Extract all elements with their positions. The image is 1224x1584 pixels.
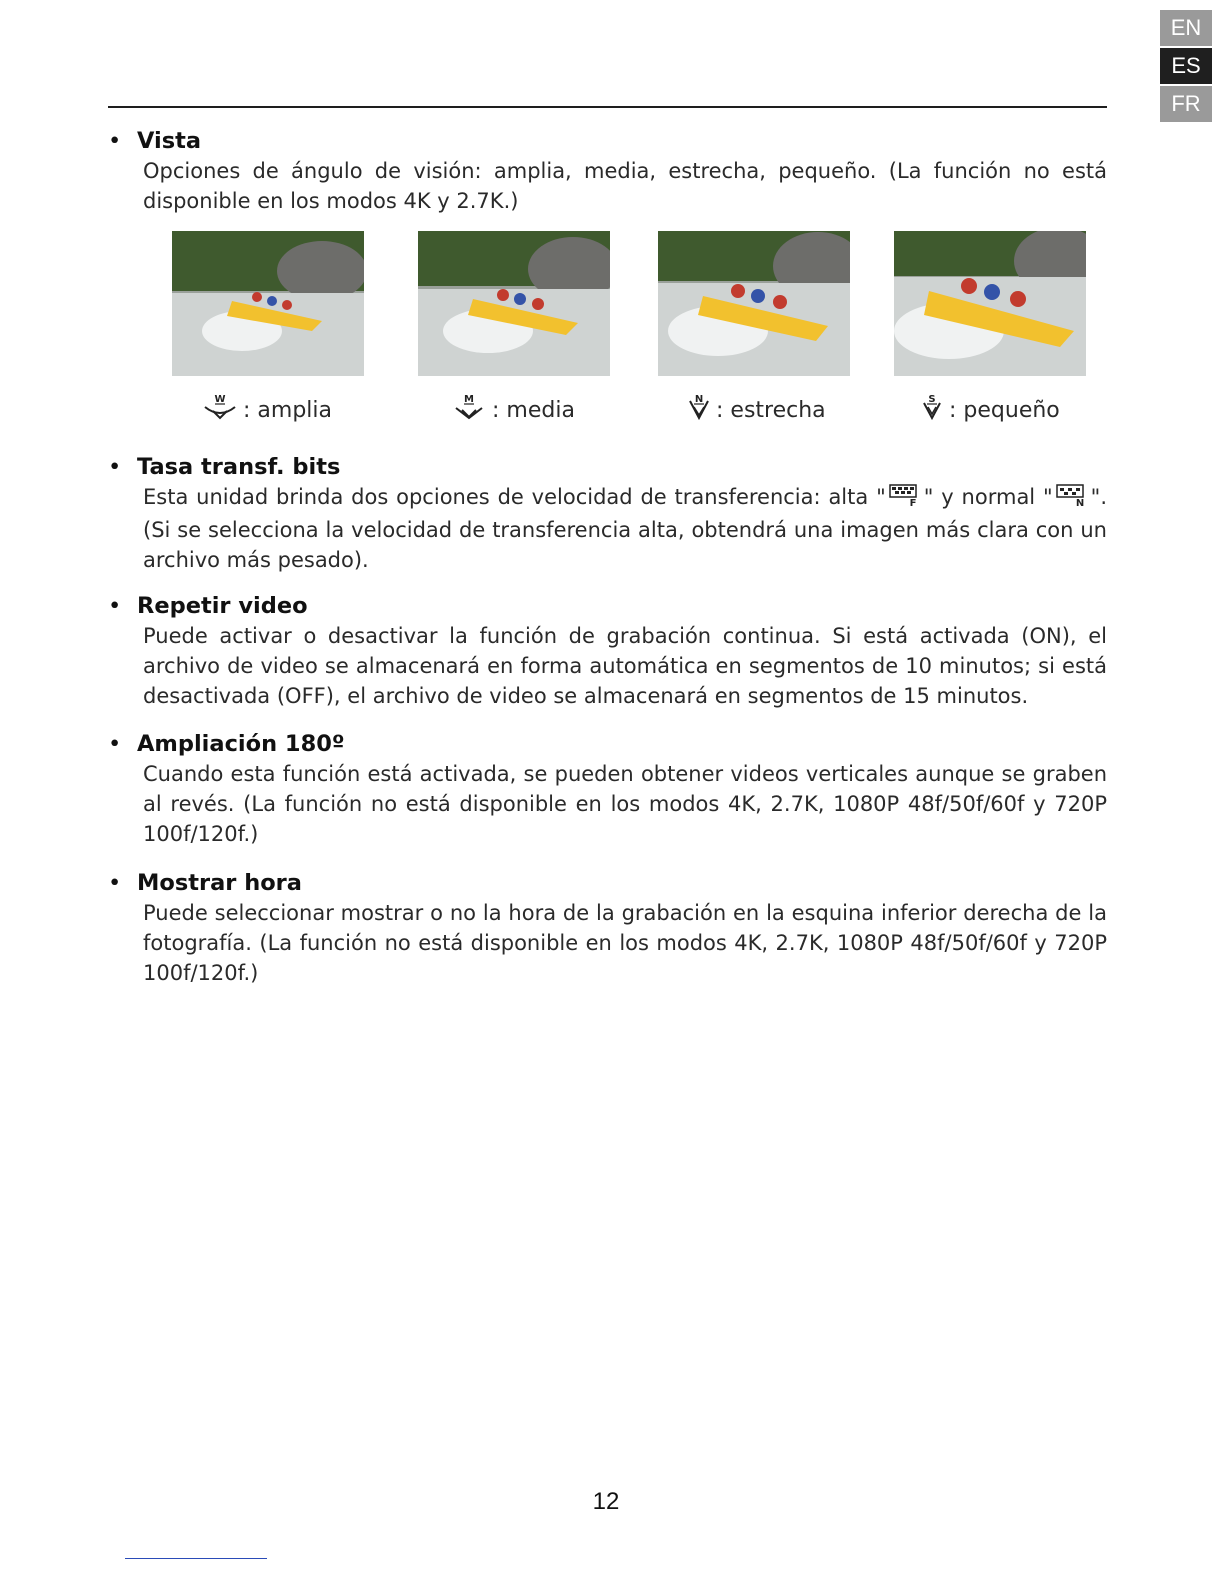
svg-text:N: N bbox=[1075, 498, 1084, 507]
rafting-photo-narrow bbox=[658, 231, 850, 376]
lang-tab-es[interactable]: ES bbox=[1160, 48, 1212, 84]
svg-text:F: F bbox=[909, 498, 917, 507]
language-tabs bbox=[1160, 10, 1212, 124]
page-number: 12 bbox=[592, 1488, 620, 1515]
header-rule bbox=[108, 106, 1107, 108]
view-angle-examples bbox=[0, 231, 1224, 431]
section-body: Puede seleccionar mostrar o no la hora de la grabación en la esquina inferior derecha de la fotografía. (La función no está disponible en los modos 4K, 2.7K, 1080P 48f/50f/60f y 720P 100f/120f.) bbox=[143, 901, 1107, 985]
section-title: • Ampliación 180º bbox=[108, 731, 345, 757]
section-loop bbox=[108, 591, 1107, 711]
section-title: • Vista bbox=[108, 128, 202, 154]
section-body: Cuando esta función está activada, se pueden obtener videos verticales aunque se graben al revés. (La función no está disponible en los modos 4K, 2.7K, 1080P 48f/50f/60f y 720P 100f/120f.) bbox=[143, 762, 1107, 846]
section-bitrate bbox=[108, 452, 1107, 575]
section-title: • Mostrar hora bbox=[108, 870, 302, 896]
footer-link-line bbox=[125, 1558, 267, 1559]
bitrate-fine-icon bbox=[888, 483, 922, 515]
small-angle-icon bbox=[921, 391, 943, 430]
lang-tab-en[interactable]: EN bbox=[1160, 10, 1212, 46]
section-body: Puede activar o desactivar la función de grabación continua. Si está activada (ON), el archivo de video se almacenará en forma automática en segmentos de 10 minutos; si está desactivada (OFF), el archivo de video se almacenará en segmentos de 15 minutos. bbox=[143, 624, 1107, 708]
svg-text:M: M bbox=[464, 394, 474, 405]
svg-text:W: W bbox=[214, 394, 226, 405]
caption-small: S : pequeño bbox=[921, 391, 1060, 430]
section-body: Opciones de ángulo de visión: amplia, media, estrecha, pequeño. (La función no está disponible en los modos 4K y 2.7K.) bbox=[143, 159, 1107, 213]
caption-medium: M : media bbox=[452, 391, 575, 430]
svg-text:N: N bbox=[694, 394, 704, 405]
section-body: Esta unidad brinda dos opciones de velocidad de transferencia: alta " F " y normal " N ". (Si se selecciona la velocidad de transferencia alta, obtendrá una imagen más clara con un archivo más pesado). bbox=[143, 485, 1107, 572]
section-title: • Tasa transf. bits bbox=[108, 454, 341, 480]
caption-wide: W : amplia bbox=[203, 391, 332, 430]
rafting-photo-wide bbox=[172, 231, 364, 376]
rafting-photo-medium bbox=[418, 231, 610, 376]
section-flip bbox=[108, 729, 1107, 849]
svg-text:S: S bbox=[928, 394, 936, 405]
medium-angle-icon bbox=[452, 391, 486, 430]
rafting-photo-small bbox=[894, 231, 1086, 376]
caption-narrow: N : estrecha bbox=[688, 391, 826, 430]
section-title: • Repetir video bbox=[108, 593, 308, 619]
lang-tab-fr[interactable]: FR bbox=[1160, 86, 1212, 122]
section-time bbox=[108, 868, 1107, 988]
narrow-angle-icon bbox=[688, 391, 710, 430]
section-vista bbox=[108, 126, 1107, 216]
wide-angle-icon bbox=[203, 391, 237, 430]
bitrate-normal-icon bbox=[1055, 483, 1089, 515]
